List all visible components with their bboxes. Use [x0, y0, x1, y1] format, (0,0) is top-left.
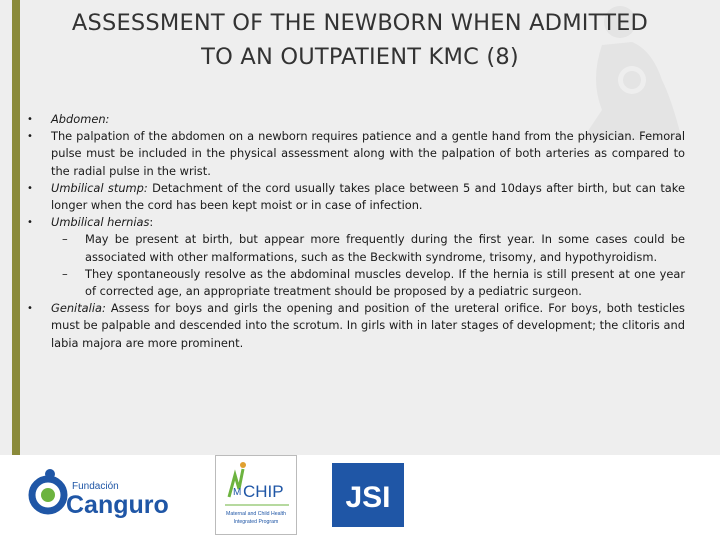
jsi-text: JSI	[345, 481, 391, 514]
bullet-umbilical-hernias	[27, 214, 685, 231]
mchip-caption-2: Integrated Program	[233, 519, 279, 525]
bullet-label: Abdomen:	[51, 112, 110, 126]
bullet-glyph: •	[27, 217, 33, 229]
sub-bullet-presence	[30, 231, 685, 265]
sub-bullet-text: They spontaneously resolve as the abdominal muscles develop. If the hernia is still present at one year of corrected age, an appropriate treatment should be proposed by a pediatric surgeon.	[85, 266, 685, 299]
bullet-label: Umbilical hernias	[51, 215, 150, 230]
sub-bullet-resolution	[30, 266, 685, 300]
fundacion-canguro-logo	[28, 465, 176, 525]
mchip-caption-1: Maternal and Child Health	[226, 511, 286, 517]
mchip-name: CHIP	[243, 482, 284, 501]
left-accent-bar	[12, 0, 20, 455]
logo-strip	[0, 455, 720, 540]
bullet-text: :	[149, 215, 154, 230]
jsi-logo	[332, 463, 404, 527]
canguro-small-text: Fundación	[72, 481, 119, 492]
sub-bullet-text: May be present at birth, but appear more frequently during the first year. In some cases could be associated with other malformations, such as the Beckwith syndrome, trisomy, and hypothyroidism.	[85, 232, 685, 264]
bullet-label: Umbilical stump:	[51, 180, 148, 195]
bullet-text: Assess for boys and girls the opening and position of the ureteral orifice. For boys, both testicles must be palpable and descended into the scrotum. In girls with in later stages of development; the clitoris and labia majora are more prominent.	[51, 301, 685, 350]
bullet-palpation	[27, 128, 685, 180]
bullet-glyph: •	[27, 131, 33, 143]
canguro-big-text: Canguro	[66, 491, 169, 519]
slide-title: ASSESSMENT OF THE NEWBORN WHEN ADMITTED TO AN OUTPATIENT KMC (8)	[71, 10, 649, 70]
bullet-genitalia	[27, 300, 685, 352]
bullet-glyph: •	[27, 182, 33, 194]
bullet-glyph: •	[27, 303, 33, 315]
bullet-glyph: •	[27, 114, 33, 125]
dash-glyph: –	[62, 266, 68, 281]
mchip-prefix: M	[233, 487, 242, 498]
bullet-umbilical-stump	[27, 180, 685, 214]
slide-content	[27, 111, 685, 352]
bullet-abdomen	[27, 111, 685, 128]
bullet-text: Detachment of the cord usually takes place between 5 and 10days after birth, but can take longer when the cord has been kept moist or in case of infection.	[51, 180, 685, 213]
dash-glyph: –	[62, 232, 68, 247]
bullet-text: The palpation of the abdomen on a newborn requires patience and a gentle hand from the physician. Femoral pulse must be included in the physical assessment along with the palpation of both arteries as compared to the radial pulse in the wrist.	[51, 129, 685, 178]
mchip-logo	[215, 455, 297, 535]
bullet-label: Genitalia:	[51, 301, 106, 316]
